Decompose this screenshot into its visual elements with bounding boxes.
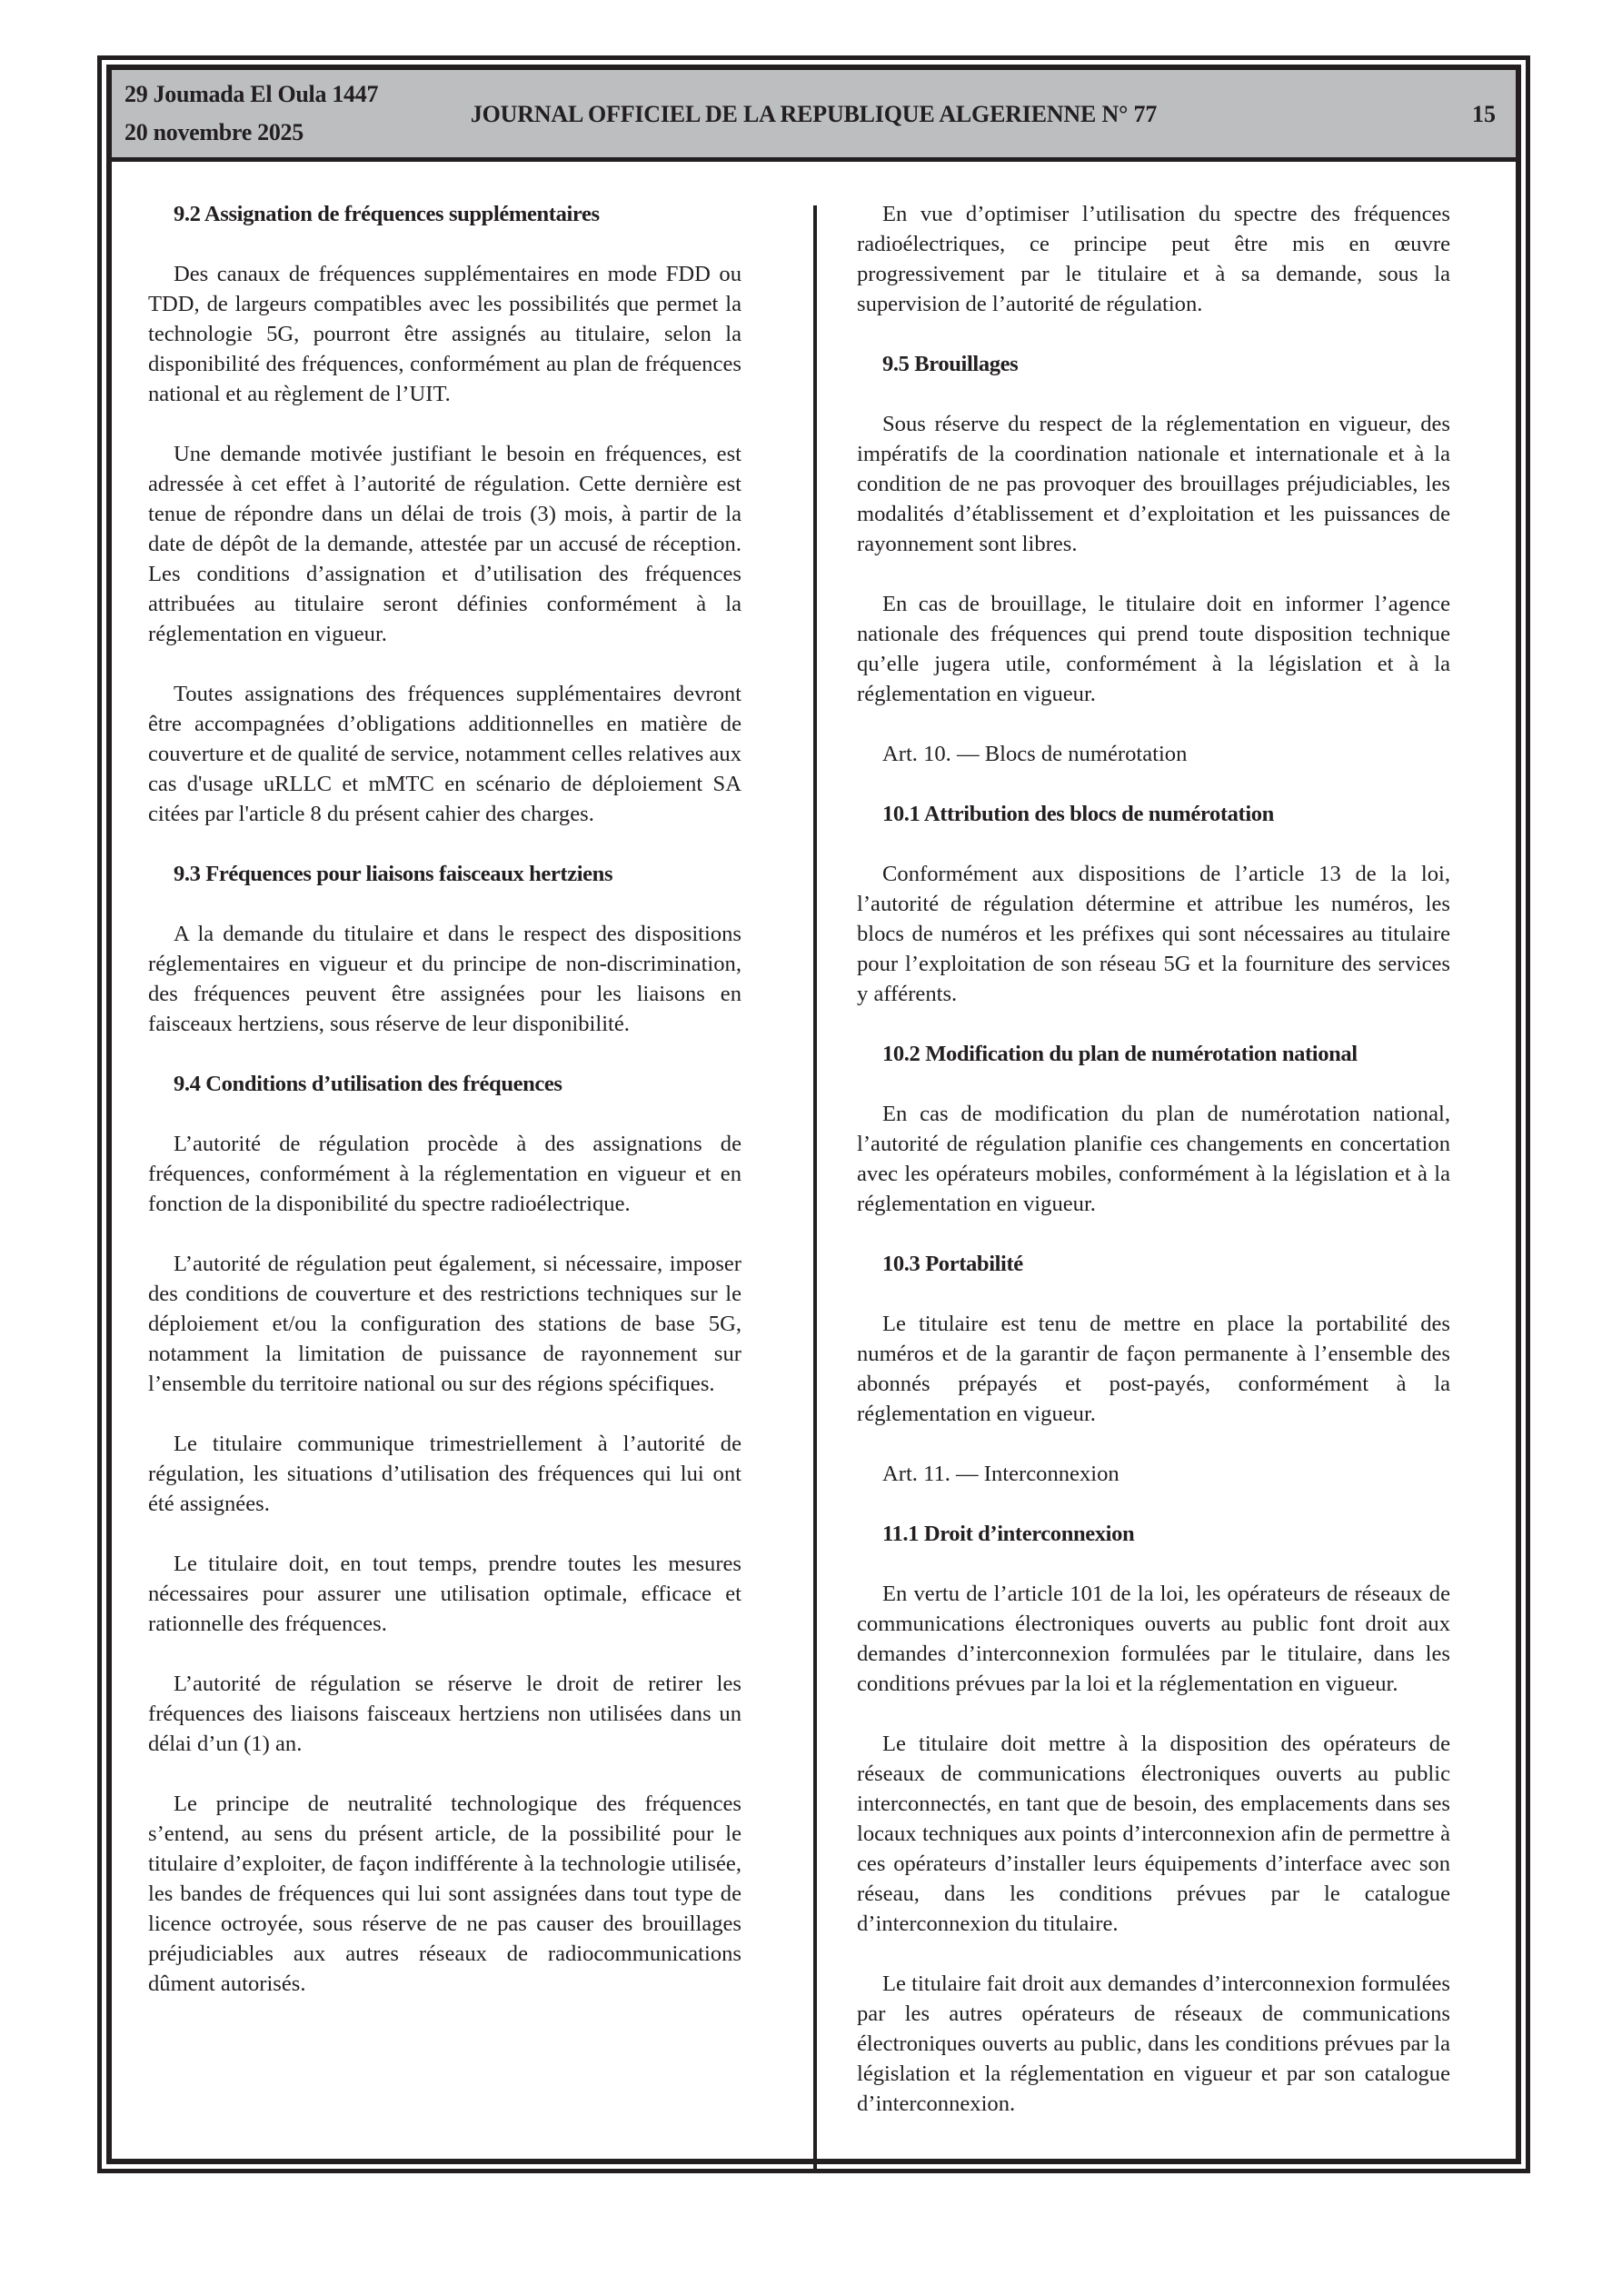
paragraph: L’autorité de régulation se réserve le droit de retirer les fréquences des liaisons faisceaux hertziens non utilisées dans un délai d’un (1) an. bbox=[148, 1672, 741, 1756]
paragraph: En cas de brouillage, le titulaire doit en informer l’agence nationale des fréquences qui prend toute disposition technique qu’elle jugera utile, conformément à la législation et à la réglementation en vigueur. bbox=[857, 592, 1450, 706]
section-heading: 10.3 Portabilité bbox=[882, 1252, 1023, 1276]
paragraph: Conformément aux dispositions de l’article 13 de la loi, l’autorité de régulation détermine et attribue les numéros, les blocs de numéros et les préfixes qui sont nécessaires au titulaire pour l’exploitation de son réseau 5G et la fourniture des services y afférents. bbox=[857, 862, 1450, 1006]
section-heading: 9.2 Assignation de fréquences supplémentaires bbox=[174, 202, 600, 226]
paragraph: En vue d’optimiser l’utilisation du spectre des fréquences radioélectriques, ce principe peut être mis en œuvre progressivement par le titulaire et à sa demande, sous la supervision de l’autorité de régulation. bbox=[857, 202, 1450, 316]
paragraph: L’autorité de régulation procède à des assignations de fréquences, conformément à la réglementation en vigueur et en fonction de la disponibilité du spectre radioélectrique. bbox=[148, 1132, 741, 1216]
section-heading: 9.4 Conditions d’utilisation des fréquences bbox=[174, 1072, 562, 1096]
section-11-1 bbox=[857, 1519, 1450, 2119]
section-9-3 bbox=[148, 859, 741, 1039]
article-11-title: Art. 11. — Interconnexion bbox=[882, 1462, 1119, 1486]
page-number: 15 bbox=[1472, 101, 1496, 127]
paragraph: Sous réserve du respect de la réglementation en vigueur, des impératifs de la coordination nationale et internationale et à la condition de ne pas provoquer des brouillages préjudiciables, les modalités d’établissement et d’exploitation et les puissances de rayonnement sont libres. bbox=[857, 412, 1450, 556]
section-9-4 bbox=[148, 1069, 741, 1999]
paragraph: Le titulaire communique trimestriellement à l’autorité de régulation, les situations d’utilisation des fréquences qui lui ont été assignées. bbox=[148, 1432, 741, 1516]
journal-title: JOURNAL OFFICIEL DE LA REPUBLIQUE ALGERIENNE N° 77 bbox=[470, 101, 1158, 127]
paragraph: L’autorité de régulation peut également, si nécessaire, imposer des conditions de couverture et des restrictions techniques sur le déploiement et/ou la configuration des stations de base 5G, notamment la limitation de puissance de rayonnement sur l’ensemble du territoire national ou sur des régions spécifiques. bbox=[148, 1252, 741, 1396]
section-heading: 9.5 Brouillages bbox=[882, 352, 1019, 376]
journal-header bbox=[112, 70, 1516, 162]
section-heading: 10.2 Modification du plan de numérotation national bbox=[882, 1042, 1358, 1066]
gregorian-date: 20 novembre 2025 bbox=[124, 119, 304, 145]
section-heading: 9.3 Fréquences pour liaisons faisceaux hertziens bbox=[174, 862, 613, 886]
page-inner-frame bbox=[106, 65, 1521, 2164]
paragraph: Des canaux de fréquences supplémentaires en mode FDD ou TDD, de largeurs compatibles avec les possibilités que permet la technologie 5G, pourront être assignés au titulaire, selon la disponibilité des fréquences, conformément au plan de fréquences national et au règlement de l’UIT. bbox=[148, 262, 741, 406]
section-10-1 bbox=[857, 799, 1450, 1009]
paragraph: Le titulaire fait droit aux demandes d’interconnexion formulées par les autres opérateurs de réseaux de communications électroniques ouverts au public, dans les conditions prévues par la législation et la réglementation en vigueur et par son catalogue d’interconnexion. bbox=[857, 1972, 1450, 2116]
paragraph: Le titulaire doit mettre à la disposition des opérateurs de réseaux de communications électroniques ouverts au public interconnectés, en tant que de besoin, des emplacements dans ses locaux techniques aux points d’interconnexion afin de permettre à ces opérateurs d’installer leurs équipements d’interface avec son réseau, dans les conditions prévues par le catalogue d’interconnexion du titulaire. bbox=[857, 1732, 1450, 1936]
column-divider bbox=[813, 205, 817, 2171]
paragraph: Une demande motivée justifiant le besoin en fréquences, est adressée à cet effet à l’autorité de régulation. Cette dernière est tenue de répondre dans un délai de trois (3) mois, à partir de la date de dépôt de la demande, attestée par un accusé de réception. Les conditions d’assignation et d’utilisation des fréquences attribuées au titulaire seront définies conformément à la réglementation en vigueur. bbox=[148, 442, 741, 646]
article-10-title: Art. 10. — Blocs de numérotation bbox=[882, 742, 1188, 766]
paragraph: Le principe de neutralité technologique des fréquences s’entend, au sens du présent article, de la possibilité pour le titulaire d’exploiter, de façon indifférente à la technologie utilisée, les bandes de fréquences qui lui sont assignées dans tout type de licence octroyée, sous réserve de ne pas causer des brouillages préjudiciables aux autres réseaux de radiocommunications dûment autorisés. bbox=[148, 1792, 741, 1996]
paragraph: Toutes assignations des fréquences supplémentaires devront être accompagnées d’obligations additionnelles en matière de couverture et de qualité de service, notamment celles relatives aux cas d'usage uRLLC et mMTC en scénario de déploiement SA citées par l'article 8 du présent cahier des charges. bbox=[148, 682, 741, 826]
right-column bbox=[857, 199, 1450, 2149]
section-10-3 bbox=[857, 1249, 1450, 1429]
section-9-4-continued bbox=[857, 199, 1450, 319]
page-outer-frame bbox=[97, 55, 1530, 2173]
paragraph: A la demande du titulaire et dans le respect des dispositions réglementaires en vigueur et du principe de non-discrimination, des fréquences peuvent être assignées pour les liaisons en faisceaux hertziens, sous réserve de leur disponibilité. bbox=[148, 922, 741, 1036]
section-heading: 10.1 Attribution des blocs de numérotation bbox=[882, 802, 1274, 826]
paragraph: Le titulaire est tenu de mettre en place la portabilité des numéros et de la garantir de façon permanente à l’ensemble des abonnés prépayés et post-payés, conformément à la réglementation en vigueur. bbox=[857, 1312, 1450, 1426]
section-heading: 11.1 Droit d’interconnexion bbox=[882, 1522, 1135, 1546]
section-9-2 bbox=[148, 199, 741, 829]
paragraph: Le titulaire doit, en tout temps, prendre toutes les mesures nécessaires pour assurer une utilisation optimale, efficace et rationnelle des fréquences. bbox=[148, 1552, 741, 1636]
paragraph: En vertu de l’article 101 de la loi, les opérateurs de réseaux de communications électroniques ouverts au public font droit aux demandes d’interconnexion formulées par le titulaire, dans les conditions prévues par la loi et la réglementation en vigueur. bbox=[857, 1582, 1450, 1696]
section-10-2 bbox=[857, 1039, 1450, 1219]
section-9-5 bbox=[857, 349, 1450, 709]
left-column bbox=[148, 199, 741, 2029]
hijri-date: 29 Joumada El Oula 1447 bbox=[124, 81, 379, 107]
paragraph: En cas de modification du plan de numérotation national, l’autorité de régulation planifie ces changements en concertation avec les opérateurs mobiles, conformément à la législation et à la réglementation en vigueur. bbox=[857, 1102, 1450, 1216]
